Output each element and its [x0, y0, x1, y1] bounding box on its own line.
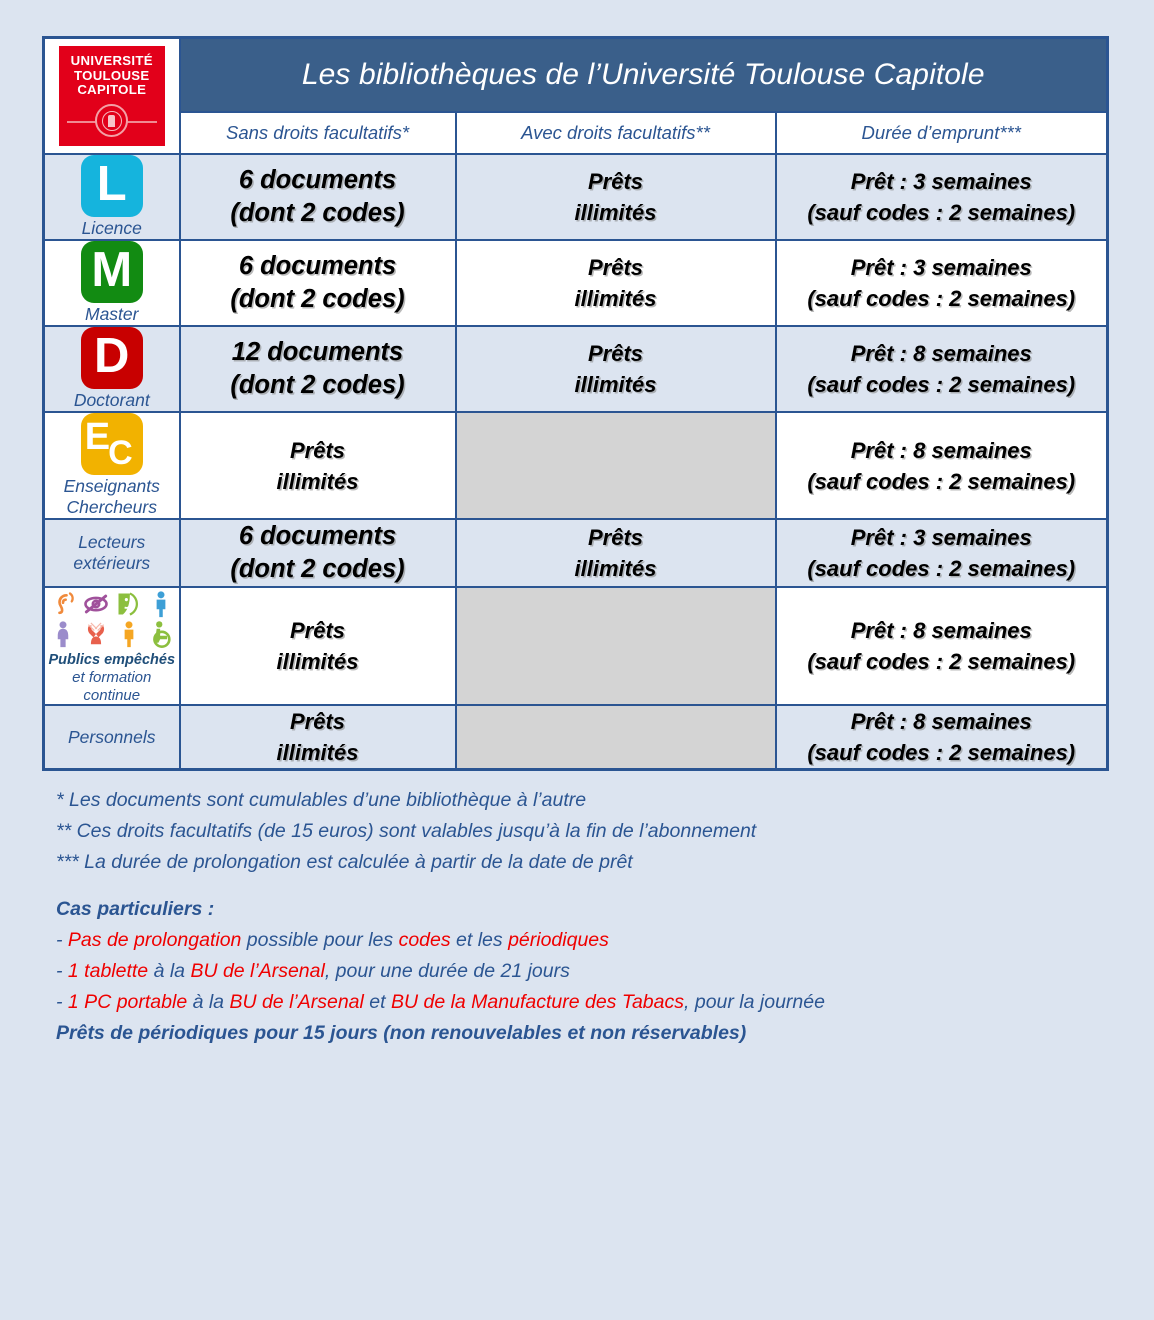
cell-line-2: (sauf codes : 2 semaines) [807, 200, 1076, 225]
row-label-doctorant [44, 326, 180, 412]
cell-line-1: Prêt : 3 semaines [850, 525, 1032, 550]
footnote-2: ** Ces droits facultatifs (de 15 euros) sont valables jusqu’à la fin de l’abonnement [56, 820, 757, 842]
cell-line-1: Prêt : 8 semaines [850, 341, 1032, 366]
cell-line-2: (sauf codes : 2 semaines) [807, 468, 1076, 494]
person-purple-icon [49, 620, 77, 648]
page-title: Les bibliothèques de l’Université Toulouse Capitole [180, 38, 1108, 113]
cell-line-2: illimités [276, 649, 359, 674]
row-label-text: Licence [81, 218, 142, 238]
row-label-licence [44, 154, 180, 240]
person-blue-icon [147, 590, 175, 618]
cell-avec-droits-blocked [456, 412, 776, 519]
logo-line-3: CAPITOLE [77, 82, 147, 97]
cell-line-1: Prêts [289, 437, 346, 463]
cell-line-2: (sauf codes : 2 semaines) [807, 649, 1076, 674]
special-case-line-1: - Pas de prolongation possible pour les codes et les périodiques [56, 929, 609, 951]
column-header-avec-droits: Avec droits facultatifs** [456, 112, 776, 154]
cell-avec-droits [456, 240, 776, 326]
footnote-3: *** La durée de prolongation est calculée à partir de la date de prêt [56, 851, 633, 873]
special-case-line-2: - 1 tablette à la BU de l’Arsenal, pour une durée de 21 jours [56, 960, 570, 982]
signing-hands-icon [79, 620, 113, 648]
row-label-text-line1: Enseignants [63, 476, 160, 496]
loan-rights-table [42, 36, 1109, 771]
row-label-text-line1: Lecteurs [78, 532, 146, 552]
cell-line-2: (sauf codes : 2 semaines) [807, 740, 1076, 765]
enseignants-chercheurs-badge-icon: E C [81, 413, 143, 475]
table-column-header-row [44, 112, 1108, 154]
footnotes [56, 785, 1106, 878]
cell-line-1: 12 documents [231, 338, 404, 366]
cell-line-2: (dont 2 codes) [230, 285, 405, 313]
special-case-line-3: - 1 PC portable à la BU de l’Arsenal et BU de la Manufacture des Tabacs, pour la journée [56, 991, 825, 1013]
table-row [44, 240, 1108, 326]
cell-avec-droits-blocked [456, 587, 776, 705]
cell-line-2: (dont 2 codes) [230, 555, 405, 583]
accessibility-icons [48, 590, 176, 648]
speech-face-icon [115, 590, 143, 618]
cell-duree [776, 705, 1108, 770]
doctorant-badge-icon: D [81, 327, 143, 389]
person-orange-icon [115, 620, 143, 648]
cell-line-2: illimités [574, 556, 657, 581]
row-label-lecteurs-exterieurs [44, 519, 180, 587]
cell-line-2: illimités [574, 372, 657, 397]
cell-sans-droits [180, 412, 456, 519]
cell-line-1: Prêt : 8 semaines [850, 437, 1032, 463]
cell-avec-droits-blocked [456, 705, 776, 770]
row-label-text-line2: Chercheurs [66, 497, 157, 517]
row-label-text-line2: extérieurs [73, 553, 151, 573]
special-cases-title: Cas particuliers : [56, 898, 215, 920]
cell-line-1: Prêts [289, 709, 346, 734]
cell-line-1: 6 documents [238, 166, 397, 194]
wheelchair-icon [146, 620, 176, 648]
cell-line-2: illimités [574, 200, 657, 225]
cell-line-1: Prêts [587, 255, 644, 280]
column-header-duree: Durée d’emprunt*** [776, 112, 1108, 154]
cell-line-2: (dont 2 codes) [230, 199, 405, 227]
column-header-sans-droits: Sans droits facultatifs* [180, 112, 456, 154]
logo-cell [44, 38, 180, 155]
cell-sans-droits [180, 705, 456, 770]
table-header-row [44, 38, 1108, 113]
cell-line-2: illimités [574, 286, 657, 311]
cell-duree [776, 240, 1108, 326]
cell-line-1: 6 documents [238, 252, 397, 280]
cell-sans-droits [180, 154, 456, 240]
table-row [44, 154, 1108, 240]
table-row [44, 326, 1108, 412]
table-row [44, 519, 1108, 587]
row-label-text-line2: et formation continue [72, 669, 152, 704]
logo-seal-icon [65, 104, 159, 138]
cell-duree [776, 154, 1108, 240]
footnote-1: * Les documents sont cumulables d’une bibliothèque à l’autre [56, 789, 587, 811]
cell-line-2: (sauf codes : 2 semaines) [807, 372, 1076, 397]
cell-line-1: Prêts [587, 341, 644, 366]
row-label-master [44, 240, 180, 326]
table-row [44, 587, 1108, 705]
cell-avec-droits [456, 519, 776, 587]
cell-avec-droits [456, 154, 776, 240]
deaf-ear-icon [49, 590, 77, 618]
row-label-publics-empeches [44, 587, 180, 705]
cell-sans-droits [180, 240, 456, 326]
cell-line-1: Prêt : 8 semaines [850, 618, 1032, 643]
logo-line-2: TOULOUSE [74, 67, 150, 83]
cell-line-2: illimités [276, 740, 359, 765]
cell-duree [776, 519, 1108, 587]
row-label-enseignants-chercheurs [44, 412, 180, 519]
cell-line-1: Prêt : 8 semaines [850, 709, 1032, 734]
cell-line-1: Prêts [587, 525, 644, 550]
cell-sans-droits [180, 326, 456, 412]
row-label-text: Doctorant [73, 390, 150, 410]
special-cases [56, 894, 1106, 1049]
special-case-line-4: Prêts de périodiques pour 15 jours (non renouvelables et non réservables) [56, 1022, 747, 1044]
cell-avec-droits [456, 326, 776, 412]
cell-line-2: illimités [276, 468, 359, 494]
universite-toulouse-capitole-logo [59, 46, 165, 146]
logo-line-1: UNIVERSITÉ [70, 53, 153, 68]
cell-sans-droits [180, 587, 456, 705]
master-badge-icon: M [81, 241, 143, 303]
cell-sans-droits [180, 519, 456, 587]
table-row [44, 705, 1108, 770]
row-label-text: Master [85, 304, 139, 324]
cell-line-1: Prêts [289, 618, 346, 643]
cell-duree [776, 587, 1108, 705]
cell-line-1: 6 documents [238, 522, 397, 550]
row-label-text-line1: Publics empêchés [48, 652, 176, 668]
cell-line-2: (dont 2 codes) [230, 371, 405, 399]
cell-line-1: Prêt : 3 semaines [850, 169, 1032, 194]
cell-line-1: Prêts [587, 169, 644, 194]
row-label-personnels [44, 705, 180, 770]
licence-badge-icon: L [81, 155, 143, 217]
cell-duree [776, 326, 1108, 412]
cell-line-2: (sauf codes : 2 semaines) [807, 556, 1076, 581]
table-row [44, 412, 1108, 519]
cell-duree [776, 412, 1108, 519]
blind-eye-icon [82, 590, 110, 618]
row-label-text: Personnels [67, 726, 156, 747]
cell-line-2: (sauf codes : 2 semaines) [807, 286, 1076, 311]
cell-line-1: Prêt : 3 semaines [850, 255, 1032, 280]
